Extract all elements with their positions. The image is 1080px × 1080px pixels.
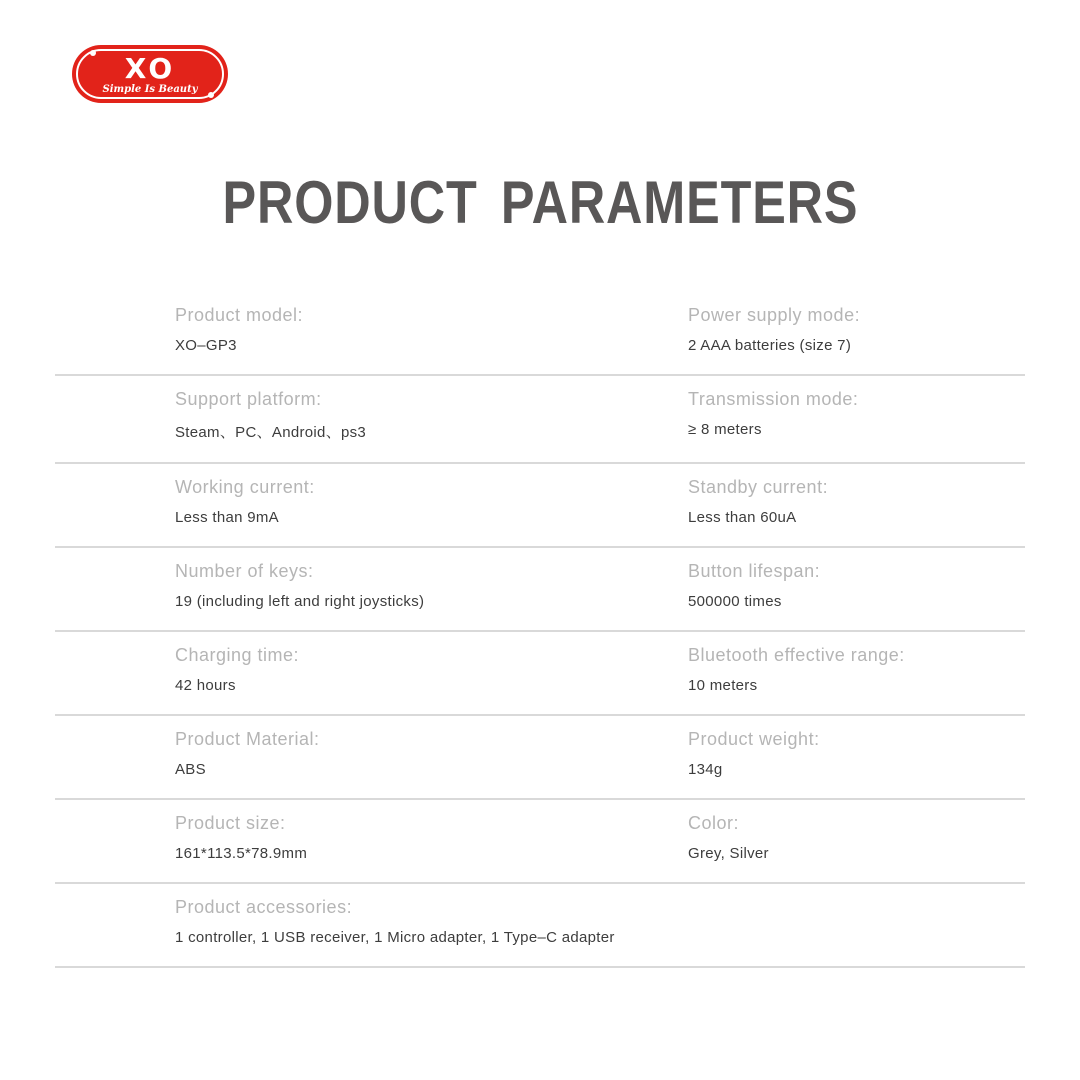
spec-cell-color bbox=[688, 813, 1025, 862]
brand-logo bbox=[72, 45, 228, 103]
spec-cell-working-current bbox=[175, 477, 688, 526]
spec-value: 19 (including left and right joysticks) bbox=[175, 593, 425, 610]
spec-table bbox=[55, 292, 1025, 968]
spec-cell-product-weight bbox=[688, 729, 1025, 778]
spec-label: Charging time: bbox=[175, 645, 300, 665]
spec-value: Less than 9mA bbox=[175, 509, 279, 526]
spec-cell-button-lifespan bbox=[688, 561, 1025, 610]
spec-label: Working current: bbox=[175, 477, 315, 497]
spec-cell-empty bbox=[688, 897, 1025, 946]
spec-value: ABS bbox=[175, 761, 206, 778]
spec-row-charging-bluetooth bbox=[55, 632, 1025, 716]
spec-label: Transmission mode: bbox=[688, 389, 859, 409]
spec-value: ≥ 8 meters bbox=[688, 421, 762, 438]
spec-value: 2 AAA batteries (size 7) bbox=[688, 337, 852, 354]
spec-cell-standby-current bbox=[688, 477, 1025, 526]
spec-label: Product Material: bbox=[175, 729, 320, 749]
spec-value: 42 hours bbox=[175, 677, 236, 694]
spec-row-model-power bbox=[55, 292, 1025, 376]
spec-cell-number-of-keys bbox=[175, 561, 688, 610]
page-title: PRODUCT PARAMETERS bbox=[222, 169, 858, 236]
spec-cell-product-material bbox=[175, 729, 688, 778]
spec-label: Product weight: bbox=[688, 729, 820, 749]
brand-name: XO bbox=[124, 52, 176, 85]
spec-label: Product size: bbox=[175, 813, 286, 833]
spec-value: 134g bbox=[688, 761, 723, 778]
spec-value: 161*113.5*78.9mm bbox=[175, 845, 308, 862]
spec-cell-charging-time bbox=[175, 645, 688, 694]
spec-label: Standby current: bbox=[688, 477, 829, 497]
spec-row-accessories bbox=[55, 884, 1025, 968]
spec-cell-power-supply bbox=[688, 305, 1025, 354]
spec-cell-product-accessories bbox=[175, 897, 688, 946]
spec-label: Product model: bbox=[175, 305, 304, 325]
spec-cell-product-model bbox=[175, 305, 688, 354]
spec-label: Number of keys: bbox=[175, 561, 314, 581]
spec-label: Support platform: bbox=[175, 389, 322, 409]
spec-value: XO–GP3 bbox=[175, 337, 237, 354]
spec-cell-product-size bbox=[175, 813, 688, 862]
spec-cell-transmission-mode bbox=[688, 389, 1025, 442]
spec-label: Button lifespan: bbox=[688, 561, 821, 581]
spec-label: Power supply mode: bbox=[688, 305, 861, 325]
title-wrap bbox=[0, 168, 1080, 237]
logo-dot-bottom-right bbox=[208, 92, 214, 98]
spec-row-size-color bbox=[55, 800, 1025, 884]
spec-value: 1 controller, 1 USB receiver, 1 Micro adapter, 1 Type–C adapter bbox=[175, 929, 615, 946]
spec-value: 10 meters bbox=[688, 677, 758, 694]
spec-value: 500000 times bbox=[688, 593, 782, 610]
spec-label: Color: bbox=[688, 813, 740, 833]
spec-row-working-standby bbox=[55, 464, 1025, 548]
spec-row-material-weight bbox=[55, 716, 1025, 800]
spec-cell-bluetooth-range bbox=[688, 645, 1025, 694]
spec-label: Bluetooth effective range: bbox=[688, 645, 905, 665]
spec-cell-support-platform bbox=[175, 389, 688, 442]
spec-label: Product accessories: bbox=[175, 897, 353, 917]
logo-dot-top-left bbox=[90, 50, 96, 56]
brand-slogan: Simple Is Beauty bbox=[102, 84, 198, 95]
spec-value: Grey, Silver bbox=[688, 845, 769, 862]
spec-row-platform-transmission bbox=[55, 376, 1025, 464]
spec-row-keys-lifespan bbox=[55, 548, 1025, 632]
spec-value: Steam、PC、Android、ps3 bbox=[175, 424, 367, 441]
spec-value: Less than 60uA bbox=[688, 509, 797, 526]
